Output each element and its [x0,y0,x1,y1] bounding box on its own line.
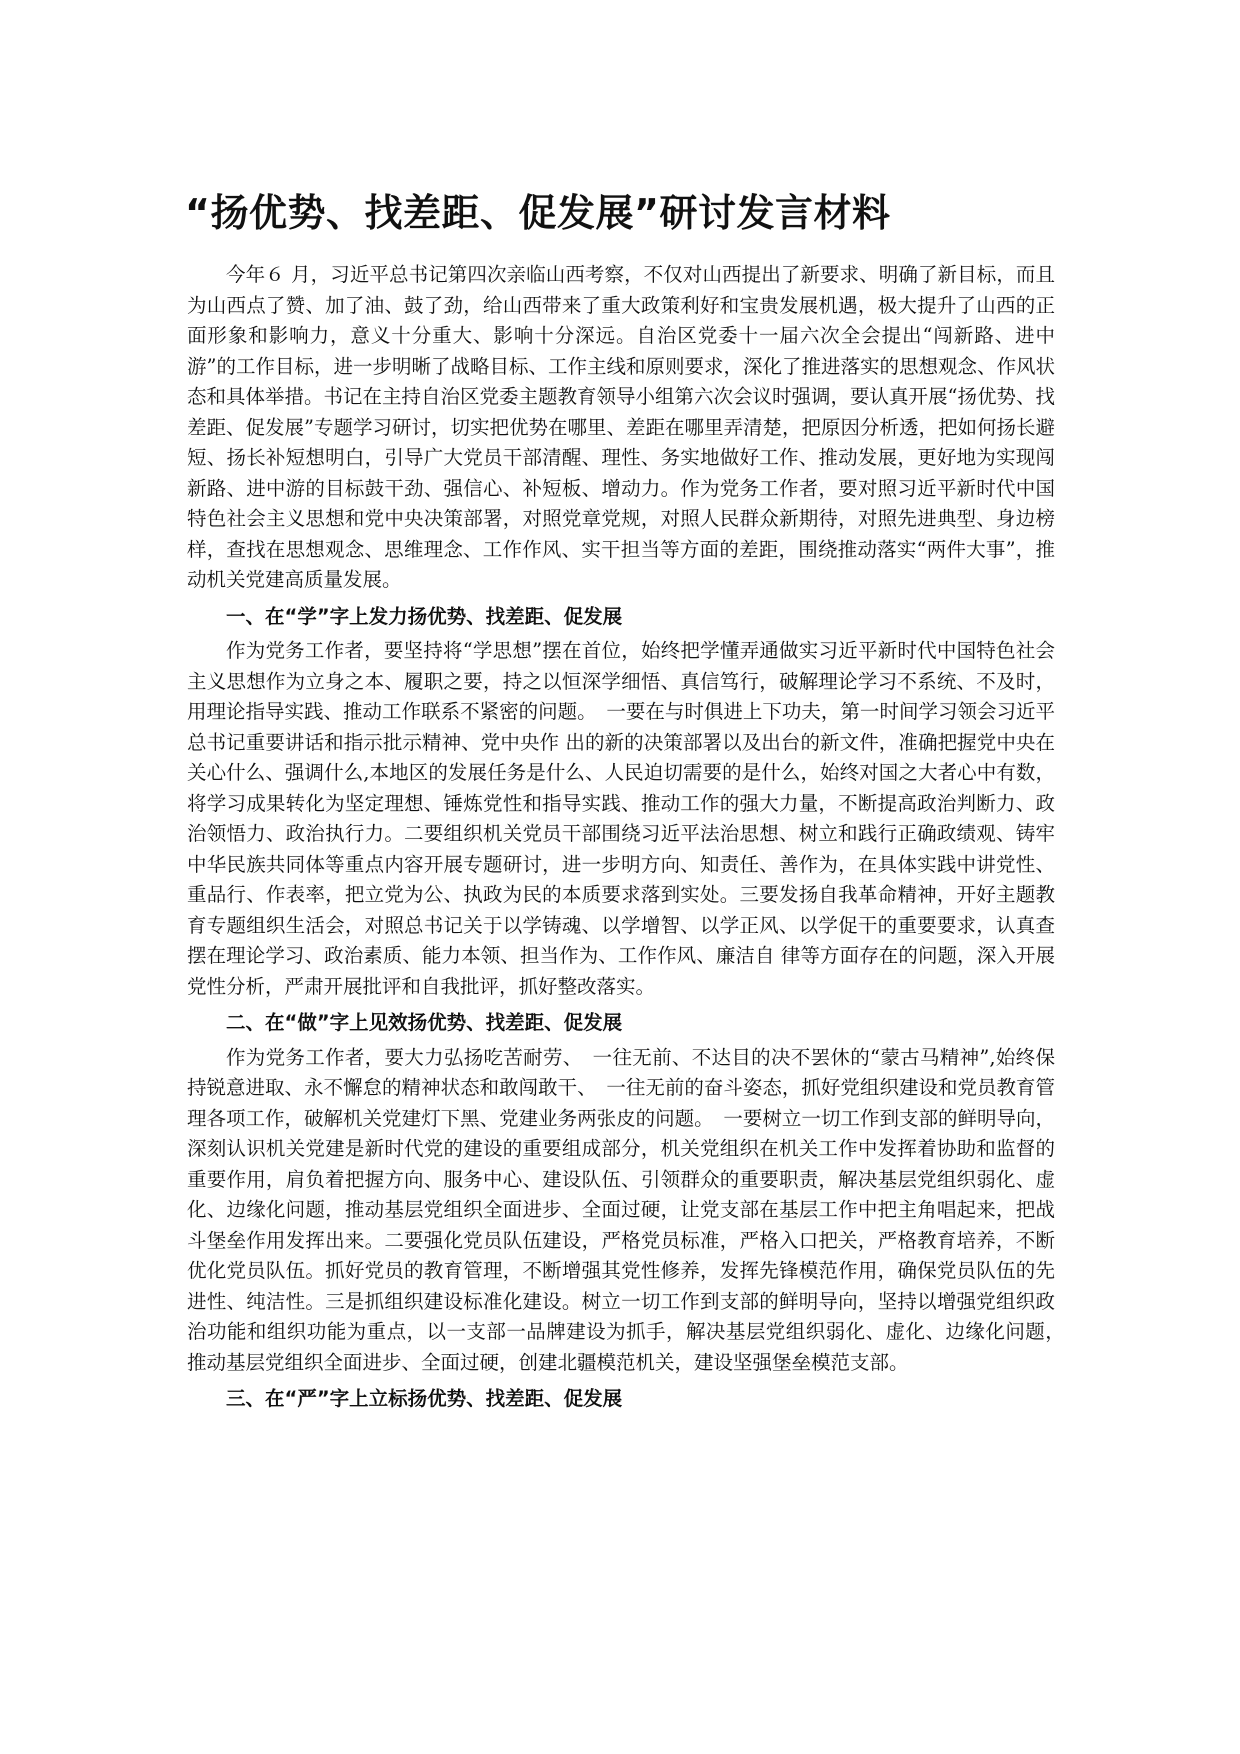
section-heading-1: 一、在“学”字上发力扬优势、找差距、促发展 [226,604,623,628]
document-title: “扬优势、找差距、促发展”研讨发言材料 [185,191,891,235]
section-heading-3: 三、在“严”字上立标扬优势、找差距、促发展 [226,1387,623,1410]
section-2-paragraph: 作为党务工作者，要大力弘扬吃苦耐劳、 一往无前、不达目的决不罢休的“蒙古马精神”,始终保持锐意进取、永不懈怠的精神状态和敢闯敢干、 一往无前的奋斗姿态，抓好党组织建设和党员教育管理各项工作，破解机关党建灯下黑、党建业务两张皮的问题。 一要树立一切工作到支部的鲜明导向，深刻认识机关党建是新时代党的建设的重要组成部分，机关党组织在机关工作中发挥着协助和监督的重要作用，肩负着把握方向、服务中心、建设队伍、引领群众的重要职责，解决基层党组织弱化、虚化、边缘化问题，推动基层党组织全面进步、全面过硬，让党支部在基层工作中把主角唱起来，把战斗堡垒作用发挥出来。二要强化党员队伍建设，严格党员标准，严格入口把关，严格教育培养，不断优化党员队伍。抓好党员的教育管理，不断增强其党性修养，发挥先锋模范作用，确保党员队伍的先进性、纯洁性。三是抓组织建设标准化建设。树立一切工作到支部的鲜明导向，坚持以增强党组织政治功能和组织功能为重点，以一支部一品牌建设为抓手，解决基层党组织弱化、虚化、边缘化问题， 推动基层党组织全面进步、全面过硬，创建北疆模范机关，建设坚强堡垒模范支部。 [187,1045,1075,1374]
intro-paragraph: 今年６ 月，习近平总书记第四次亲临山西考察，不仅对山西提出了新要求、明确了新目标，而且为山西点了赞、加了油、鼓了劲，给山西带来了重大政策利好和宝贵发展机遇，极大提升了山西的正面形象和影响力，意义十分重大、影响十分深远。自治区党委十一届六次全会提出“闯新路、进中游”的工作目标，进一步明晰了战略目标、工作主线和原则要求，深化了推进落实的思想观念、作风状态和具体举措。书记在主持自治区党委主题教育领导小组第六次会议时强调，要认真开展“扬优势、找差距、促发展”专题学习研讨，切实把优势在哪里、差距在哪里弄清楚，把原因分析透，把如何扬长避短、扬长补短想明白，引导广大党员干部清醒、理性、务实地做好工作、推动发展，更好地为实现闯新路、进中游的目标鼓干劲、强信心、补短板、增动力。作为党务工作者，要对照习近平新时代中国特色社会主义思想和党中央决策部署，对照党章党规，对照人民群众新期待，对照先进典型、身边榜样，查找在思想观念、思维理念、工作作风、实干担当等方面的差距，围绕推动落实“两件大事”，推动机关党建高质量发展。 [187,263,1055,591]
section-1-paragraph: 作为党务工作者，要坚持将“学思想”摆在首位，始终把学懂弄通做实习近平新时代中国特色社会主义思想作为立身之本、履职之要，持之以恒深学细悟、真信笃行，破解理论学习不系统、不及时，用理论指导实践、推动工作联系不紧密的问题。 一要在与时俱进上下功夫，第一时间学习领会习近平总书记重要讲话和指示批示精神、党中央作 出的新的决策部署以及出台的新文件，准确把握党中央在关心什么、强调什么,本地区的发展任务是什么、人民迫切需要的是什么，始终对国之大者心中有数，将学习成果转化为坚定理想、锤炼党性和指导实践、推动工作的强大力量，不断提高政治判断力、政治领悟力、政治执行力。二要组织机关党员干部围绕习近平法治思想、树立和践行正确政绩观、铸牢中华民族共同体等重点内容开展专题研讨，进一步明方向、知责任、善作为，在具体实践中讲党性、重品行、作表率，把立党为公、执政为民的本质要求落到实处。三要发扬自我革命精神，开好主题教育专题组织生活会，对照总书记关于以学铸魂、以学增智、以学正风、以学促干的重要要求，认真查摆在理论学习、政治素质、能力本领、担当作为、工作作风、廉洁自 律等方面存在的问题，深入开展党性分析，严肃开展批评和自我批评，抓好整改落实。 [187,639,1055,998]
document-body [187,260,1075,1419]
section-heading-2: 二、在“做”字上见效扬优势、找差距、促发展 [226,1011,623,1034]
